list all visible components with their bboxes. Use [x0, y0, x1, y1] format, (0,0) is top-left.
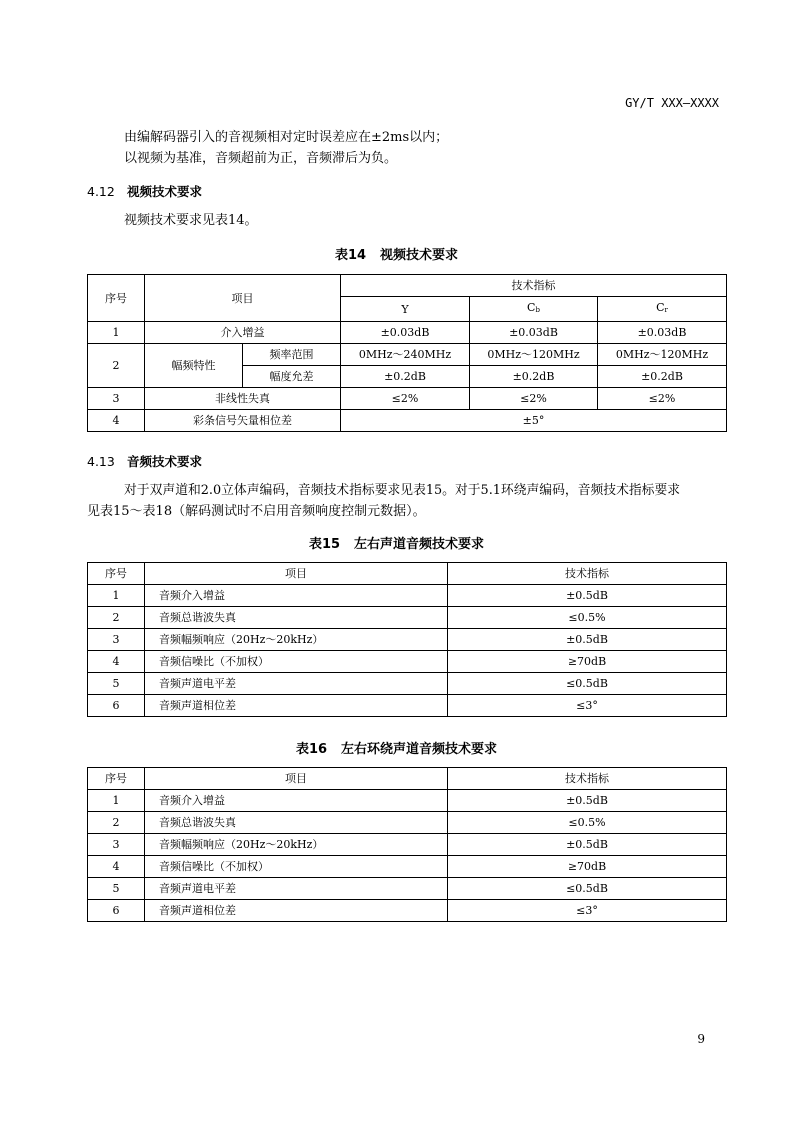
cell-seq: 5: [88, 878, 145, 900]
header-y: Y: [341, 297, 470, 322]
table-row: [88, 834, 727, 856]
cell-item: 幅频特性: [145, 344, 243, 388]
table-row: [88, 812, 727, 834]
header-cb: [470, 297, 598, 322]
table-14-caption: [0, 244, 793, 263]
cell-y: ±0.2dB: [341, 366, 470, 388]
section-4-13-line-1: 对于双声道和2.0立体声编码，音频技术指标要求见表15。对于5.1环绕声编码，音频技术指标要求: [124, 483, 681, 498]
table-15-caption: [0, 533, 793, 552]
cell-spec: ≤0.5%: [448, 812, 727, 834]
caption-number: 表14: [334, 248, 367, 263]
page-number: 9: [697, 1032, 705, 1046]
header-seq: 序号: [88, 768, 145, 790]
cell-spec: ±0.5dB: [448, 629, 727, 651]
cell-spec: ≤3°: [448, 695, 727, 717]
header-item: 项目: [145, 768, 448, 790]
cell-y: ±0.03dB: [341, 322, 470, 344]
header-spec: 技术指标: [448, 563, 727, 585]
cell-item: 音频介入增益: [145, 585, 448, 607]
cell-spec: ≤3°: [448, 900, 727, 922]
table-row: [88, 790, 727, 812]
cell-subitem: 幅度允差: [243, 366, 341, 388]
header-spec: 技术指标: [341, 275, 727, 297]
cell-seq: 3: [88, 834, 145, 856]
table-row: [88, 410, 727, 432]
table-row: [88, 900, 727, 922]
cell-seq: 1: [88, 322, 145, 344]
cell-seq: 2: [88, 607, 145, 629]
cell-item: 音频信噪比（不加权）: [145, 856, 448, 878]
table-row: [88, 651, 727, 673]
cell-seq: 3: [88, 388, 145, 410]
table-row: [88, 322, 727, 344]
cell-spec: ≥70dB: [448, 651, 727, 673]
cell-seq: 4: [88, 856, 145, 878]
header-item: 项目: [145, 563, 448, 585]
cr-base: C: [656, 301, 665, 314]
cell-seq: 6: [88, 695, 145, 717]
cell-cr: ±0.2dB: [598, 366, 727, 388]
cell-item: 音频声道相位差: [145, 695, 448, 717]
document-code: GY/T XXX—XXXX: [625, 96, 719, 110]
cell-item: 音频声道相位差: [145, 900, 448, 922]
cell-spec: ±0.5dB: [448, 834, 727, 856]
table-15: [87, 562, 727, 717]
table-row: [88, 344, 727, 366]
table-row: [88, 673, 727, 695]
table-row: [88, 878, 727, 900]
cell-subitem: 频率范围: [243, 344, 341, 366]
cell-seq: 4: [88, 410, 145, 432]
table-16: [87, 767, 727, 922]
cell-cr: ≤2%: [598, 388, 727, 410]
section-title: 音频技术要求: [127, 454, 203, 469]
header-cr: [598, 297, 727, 322]
caption-number: 表16: [295, 742, 328, 757]
section-4-13-heading: [87, 452, 202, 470]
section-number: 4.13: [87, 454, 115, 469]
cell-spec: ±0.5dB: [448, 790, 727, 812]
cell-seq: 3: [88, 629, 145, 651]
section-4-13-line-2: 见表15～表18（解码测试时不启用音频响度控制元数据）。: [87, 504, 426, 519]
section-4-12-text: 视频技术要求见表14。: [124, 213, 258, 228]
cell-cr: ±0.03dB: [598, 322, 727, 344]
cell-cb: ≤2%: [470, 388, 598, 410]
cell-item: 音频幅频响应（20Hz～20kHz）: [145, 629, 448, 651]
cell-seq: 1: [88, 790, 145, 812]
intro-line-2: 以视频为基准，音频超前为正，音频滞后为负。: [124, 151, 398, 166]
table-row: [88, 629, 727, 651]
cell-item: 音频总谐波失真: [145, 812, 448, 834]
cell-seq: 2: [88, 344, 145, 388]
cell-item: 彩条信号矢量相位差: [145, 410, 341, 432]
cell-spec: ≤0.5dB: [448, 878, 727, 900]
cell-cb: ±0.03dB: [470, 322, 598, 344]
cell-seq: 5: [88, 673, 145, 695]
cell-seq: 2: [88, 812, 145, 834]
cb-sub: b: [535, 306, 540, 314]
cell-item: 非线性失真: [145, 388, 341, 410]
table-14: [87, 274, 727, 432]
section-4-12-heading: [87, 182, 202, 200]
header-seq: 序号: [88, 275, 145, 322]
cell-item: 音频介入增益: [145, 790, 448, 812]
cell-item: 音频声道电平差: [145, 878, 448, 900]
cell-cb: ±0.2dB: [470, 366, 598, 388]
table-row: [88, 388, 727, 410]
cell-item: 音频幅频响应（20Hz～20kHz）: [145, 834, 448, 856]
header-item: 项目: [145, 275, 341, 322]
cell-item: 音频总谐波失真: [145, 607, 448, 629]
caption-title: 视频技术要求: [380, 248, 459, 263]
table-row: [88, 856, 727, 878]
section-number: 4.12: [87, 184, 115, 199]
cell-seq: 1: [88, 585, 145, 607]
cell-cb: 0MHz～120MHz: [470, 344, 598, 366]
header-spec: 技术指标: [448, 768, 727, 790]
cell-spec: ≤0.5%: [448, 607, 727, 629]
cb-base: C: [527, 301, 536, 314]
caption-number: 表15: [308, 537, 341, 552]
table-row: [88, 607, 727, 629]
cell-spec: ±5°: [341, 410, 727, 432]
cell-spec: ≥70dB: [448, 856, 727, 878]
table-row: [88, 695, 727, 717]
cell-seq: 6: [88, 900, 145, 922]
intro-line-1: 由编解码器引入的音视频相对定时误差应在±2ms以内；: [124, 130, 449, 145]
cell-spec: ±0.5dB: [448, 585, 727, 607]
cell-seq: 4: [88, 651, 145, 673]
section-title: 视频技术要求: [127, 184, 203, 199]
header-seq: 序号: [88, 563, 145, 585]
caption-title: 左右环绕声道音频技术要求: [341, 742, 498, 757]
table-16-caption: [0, 738, 793, 757]
cell-y: 0MHz～240MHz: [341, 344, 470, 366]
cell-cr: 0MHz～120MHz: [598, 344, 727, 366]
cell-item: 介入增益: [145, 322, 341, 344]
cell-item: 音频信噪比（不加权）: [145, 651, 448, 673]
cell-spec: ≤0.5dB: [448, 673, 727, 695]
table-row: [88, 585, 727, 607]
cell-y: ≤2%: [341, 388, 470, 410]
caption-title: 左右声道音频技术要求: [354, 537, 485, 552]
cell-item: 音频声道电平差: [145, 673, 448, 695]
cr-sub: r: [664, 306, 668, 314]
